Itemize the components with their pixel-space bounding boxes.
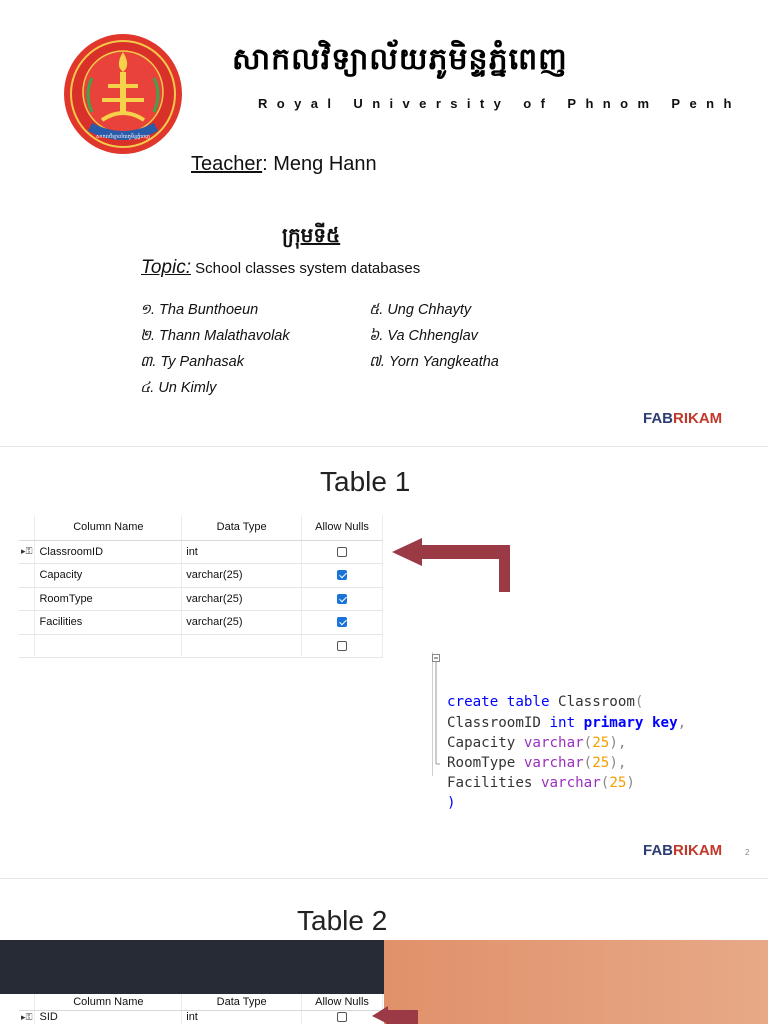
- header-column-name: Column Name: [35, 994, 182, 1010]
- member-item: ៣. Ty Panhasak: [140, 354, 244, 370]
- column-name-cell[interactable]: ClassroomID: [35, 540, 182, 564]
- table-2-designer-grid: [19, 994, 383, 1024]
- brand-logo-fabrikam: [643, 410, 722, 427]
- column-name-cell[interactable]: [35, 634, 182, 658]
- slide-divider: [0, 446, 768, 447]
- sql-code-block: [432, 652, 722, 812]
- row-selector-header: [19, 515, 35, 540]
- sql-line-4: RoomType varchar(25),: [447, 755, 627, 772]
- table-row[interactable]: [19, 564, 383, 588]
- header-allow-nulls: Allow Nulls: [302, 515, 383, 540]
- data-type-cell[interactable]: int: [182, 1010, 302, 1024]
- member-item: ២. Thann Malathavolak: [140, 328, 290, 344]
- allow-nulls-checkbox[interactable]: [337, 594, 347, 604]
- allow-nulls-cell: [302, 587, 383, 611]
- allow-nulls-cell: [302, 540, 383, 564]
- header-allow-nulls: Allow Nulls: [302, 994, 383, 1010]
- teacher-separator: :: [262, 153, 268, 175]
- allow-nulls-checkbox[interactable]: [337, 617, 347, 627]
- topic-line: [141, 257, 420, 279]
- brand-part-rikam: RIKAM: [673, 842, 723, 859]
- data-type-cell[interactable]: int: [182, 540, 302, 564]
- logo-text: សាកលវិទ្យាល័យភូមិន្ទភ្នំពេញ: [96, 134, 150, 140]
- teacher-label: Teacher: [191, 153, 263, 175]
- university-logo-icon: [62, 32, 184, 156]
- row-selector[interactable]: [19, 611, 35, 635]
- data-type-cell[interactable]: [182, 634, 302, 658]
- member-item: ១. Tha Bunthoeun: [140, 302, 259, 318]
- allow-nulls-checkbox[interactable]: [337, 1012, 347, 1022]
- allow-nulls-checkbox[interactable]: [337, 641, 347, 651]
- table-1-designer-grid: [19, 515, 383, 658]
- teacher-line: [191, 153, 377, 176]
- arrow-icon: [390, 538, 510, 592]
- table-row[interactable]: [19, 1010, 383, 1024]
- member-item: ៤. Un Kimly: [140, 380, 217, 396]
- allow-nulls-checkbox[interactable]: [337, 547, 347, 557]
- table-row[interactable]: [19, 540, 383, 564]
- header-data-type: Data Type: [182, 515, 302, 540]
- member-item: ៥. Ung Chhayty: [369, 302, 472, 318]
- data-type-cell[interactable]: varchar(25): [182, 587, 302, 611]
- allow-nulls-cell: [302, 634, 383, 658]
- primary-key-icon[interactable]: ▸⚿: [19, 1010, 35, 1024]
- table-row[interactable]: [19, 634, 383, 658]
- university-name-khmer: សាកលវិទ្យាល័យភូមិន្ទភ្នំពេញ: [232, 42, 568, 77]
- orange-banner: [384, 940, 768, 1024]
- slide-divider: [0, 878, 768, 879]
- sql-line-2: ClassroomID int primary key,: [447, 714, 687, 731]
- row-selector-header: [19, 994, 35, 1010]
- brand-part-fab: FAB: [643, 410, 673, 427]
- teacher-name: Meng Hann: [267, 153, 377, 175]
- column-name-cell[interactable]: SID: [35, 1010, 182, 1024]
- allow-nulls-cell: [302, 564, 383, 588]
- brand-part-rikam: RIKAM: [673, 410, 723, 427]
- brand-part-fab: FAB: [643, 842, 673, 859]
- allow-nulls-checkbox[interactable]: [337, 570, 347, 580]
- data-type-cell[interactable]: varchar(25): [182, 611, 302, 635]
- topic-value: School classes system databases: [191, 260, 421, 277]
- grid-header-row: [19, 994, 383, 1010]
- arrow-icon: [372, 1006, 418, 1024]
- row-selector[interactable]: [19, 587, 35, 611]
- table-1-title: Table 1: [320, 466, 411, 497]
- brand-logo-fabrikam: [643, 842, 722, 859]
- university-name-english: Royal University of Phnom Penh: [258, 96, 741, 111]
- allow-nulls-cell: [302, 611, 383, 635]
- member-item: ៦. Va Chhenglav: [369, 328, 478, 344]
- header-column-name: Column Name: [35, 515, 182, 540]
- table-2-title: Table 2: [297, 905, 388, 936]
- allow-nulls-cell: [302, 1010, 383, 1024]
- column-name-cell[interactable]: Capacity: [35, 564, 182, 588]
- table-row[interactable]: [19, 611, 383, 635]
- sql-line-3: Capacity varchar(25),: [447, 734, 627, 751]
- page-number: 2: [745, 848, 750, 857]
- sql-line-6: ): [447, 795, 456, 812]
- sql-line-1: create table Classroom(: [447, 694, 644, 711]
- row-selector[interactable]: [19, 564, 35, 588]
- member-item: ៧. Yorn Yangkeatha: [369, 354, 499, 370]
- group-number-heading: ក្រុមទី៥: [282, 223, 341, 247]
- member-list-right: [369, 297, 499, 375]
- primary-key-icon[interactable]: ▸⚿: [19, 540, 35, 564]
- topic-label: Topic:: [141, 257, 191, 278]
- sql-line-5: Facilities varchar(25): [447, 775, 635, 792]
- grid-header-row: [19, 515, 383, 540]
- data-type-cell[interactable]: varchar(25): [182, 564, 302, 588]
- column-name-cell[interactable]: RoomType: [35, 587, 182, 611]
- table-row[interactable]: [19, 587, 383, 611]
- header-data-type: Data Type: [182, 994, 302, 1010]
- column-name-cell[interactable]: Facilities: [35, 611, 182, 635]
- dark-banner: [0, 940, 384, 994]
- member-list-left: [140, 297, 290, 401]
- collapse-bracket-icon: [432, 654, 440, 766]
- row-selector[interactable]: [19, 634, 35, 658]
